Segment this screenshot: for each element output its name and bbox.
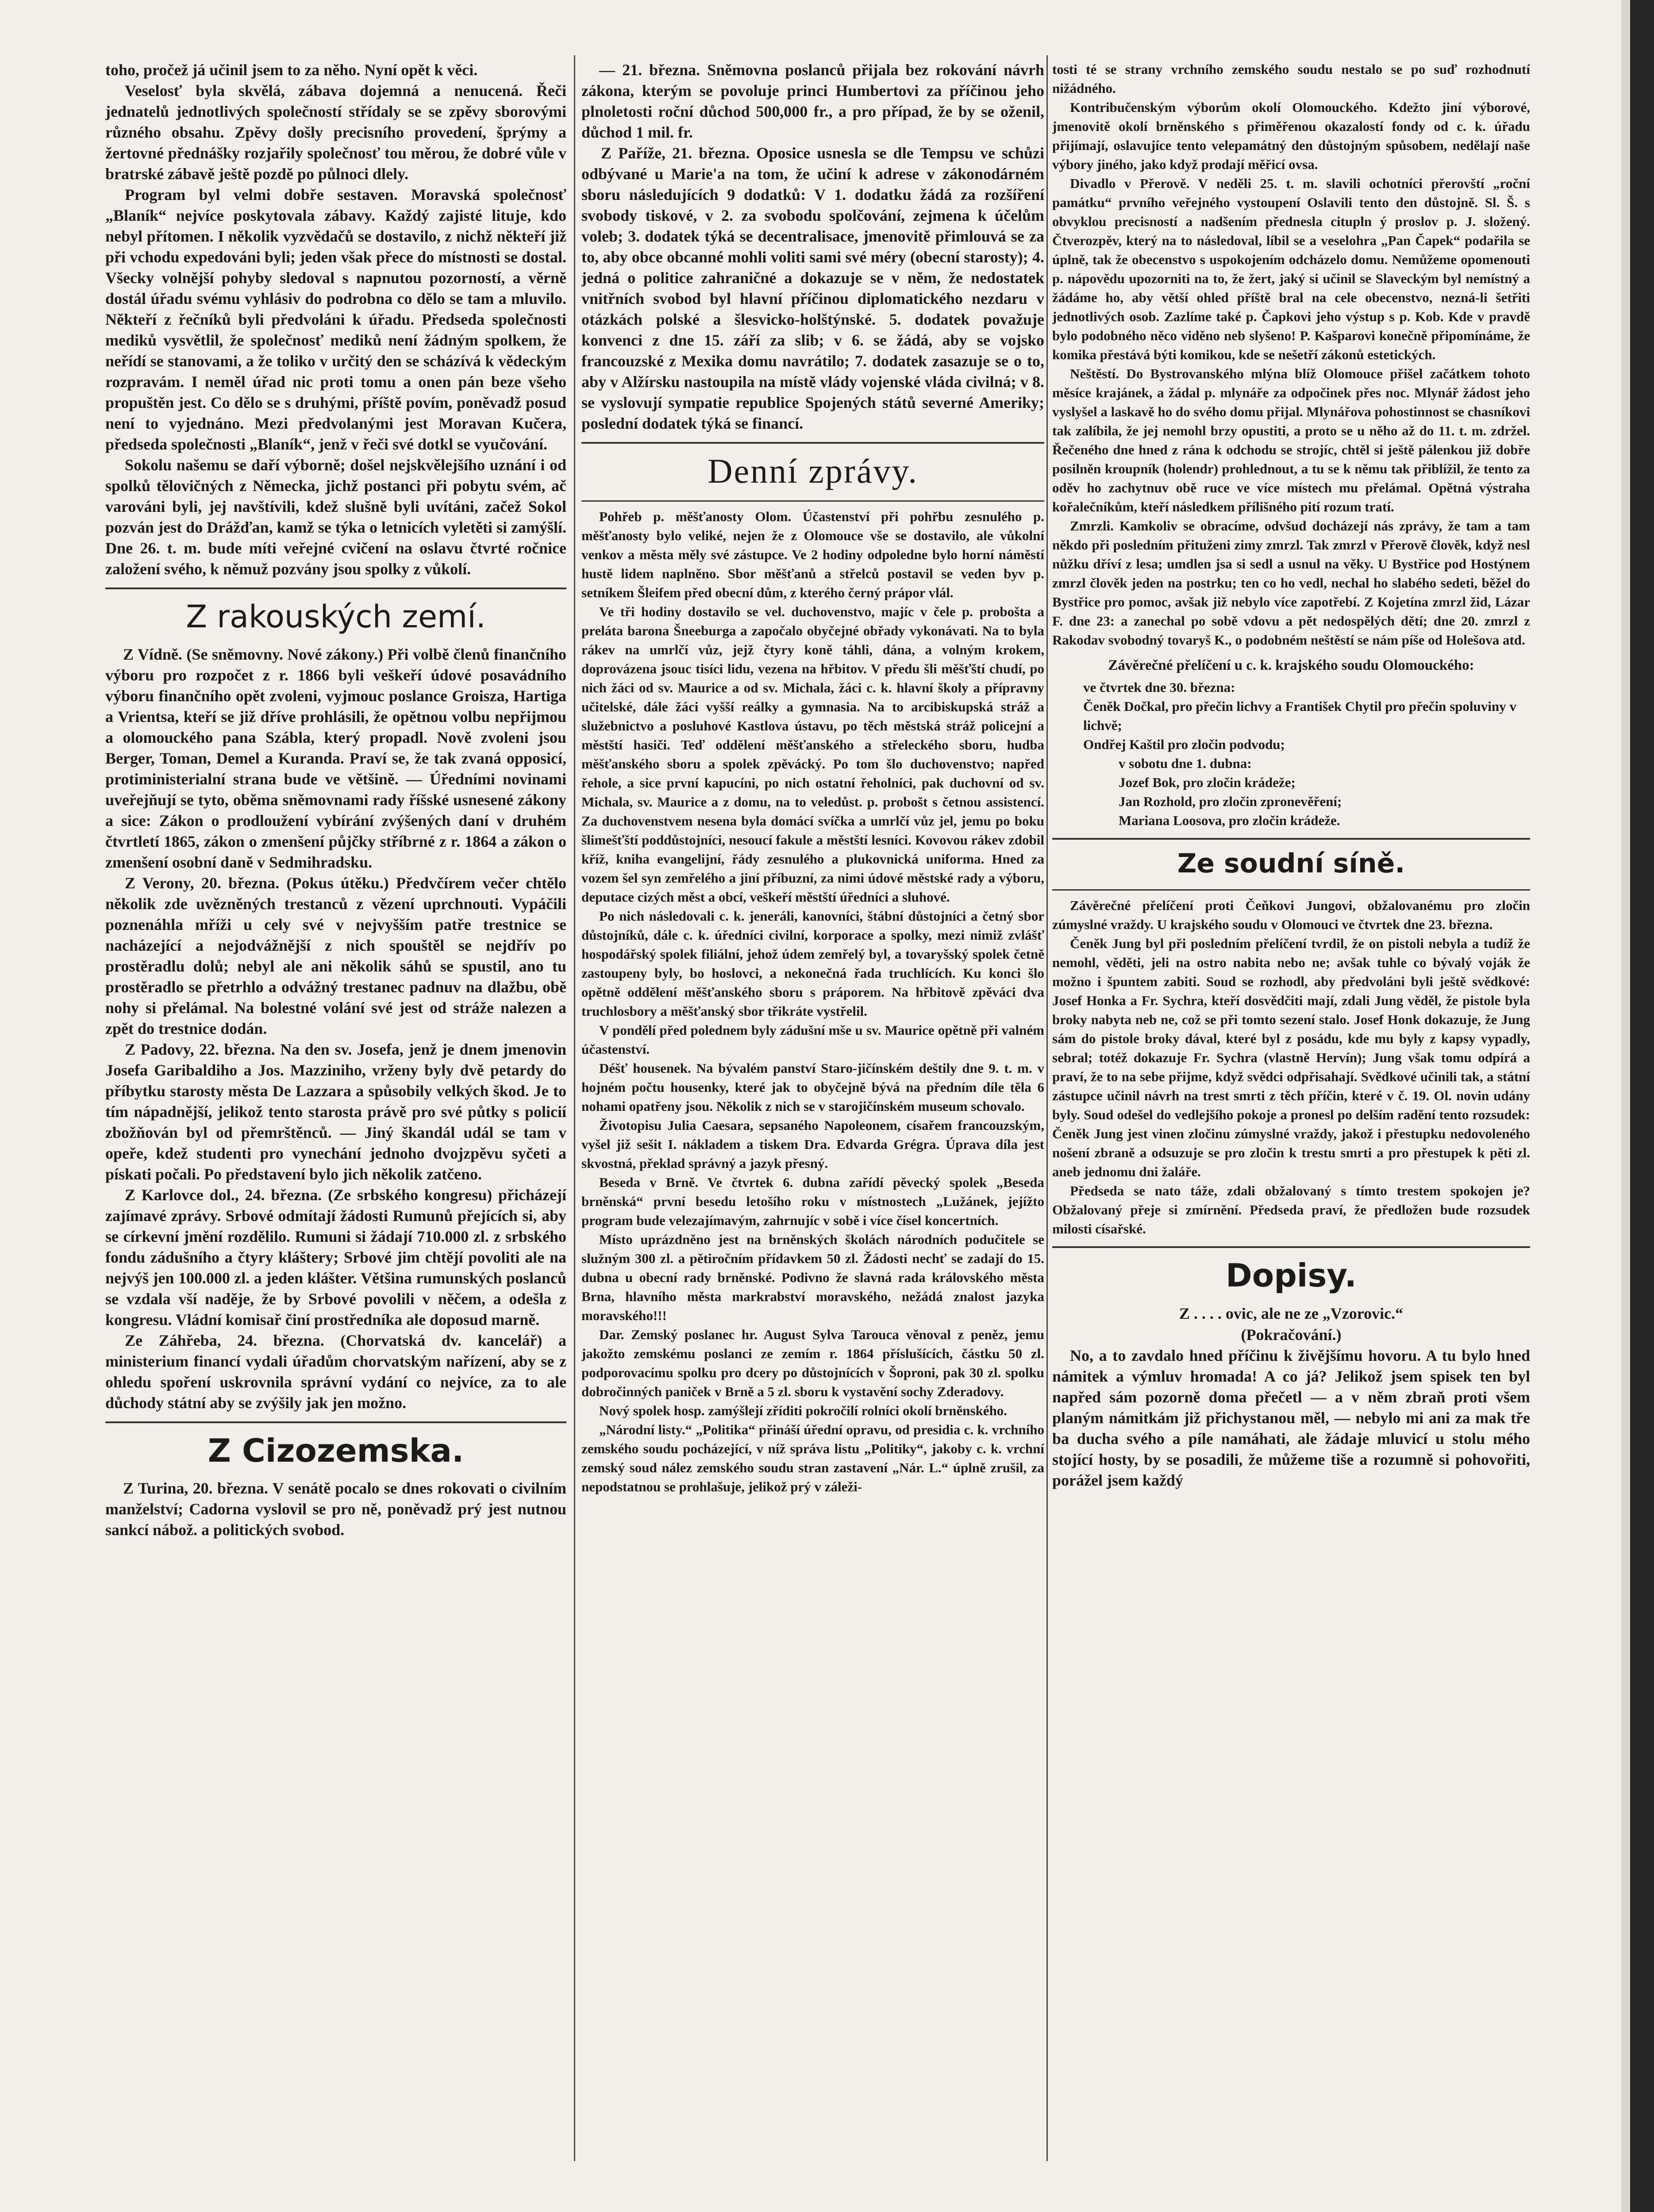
paragraph: Divadlo v Přerově. V neděli 25. t. m. slavili ochotníci přerovští „roční památku“ prvního veřejného vystoupení Oslavili tento den důstojně. Sl. Š. s obvyklou precisností a nadšením přednesla citupln ý proslov p. J. složený. Čtverozpěv, který na to následoval, líbil se a veselohra „Pan Čapek“ podařila se úplně, tak že obecenstvo s uspokojením odcházelo domu. Nemůžeme opomenouti p. nápovědu upozorniti na to, že žert, jaký si učinil se Slaveckým byl nemístný a žádáme ho, aby větší ohled příště bral na cele obecenstvo, nezná-li šetřiti jednotlivých osob. Zazlíme také p. Čapkovi jeho výstup s p. Kob. Kde v pravdě bylo podobného něco viděno neb slyšeno! P. Kašparovi konečně připomínáme, že komika přestává býti komikou, kde se nešetří zákonů estetických. <box>1052 176 1530 362</box>
section-heading-news: Denní zprávy. <box>708 452 918 490</box>
paragraph: Předseda se nato táže, zdali obžalovaný s tímto trestem spokojen je? Obžalovaný přeje si zmírnění. Předseda praví, že předložen bude rozsudek milosti císařské. <box>1052 1183 1530 1237</box>
section-rule <box>581 442 1044 444</box>
column-2 <box>581 60 1044 2157</box>
section-rule <box>105 1421 566 1423</box>
paragraph: Program byl velmi dobře sestaven. Moravská společnosť „Blaník“ nejvíce poskytovala zábavy. Každý zajisté lituje, kdo nebyl přítomen. I několik vyzvědačů se dostavilo, z nichž někteří již při vchodu expedováni byli; jeden však přece do místnosti se dostal. Všecky volnější pohyby sledoval s napnutou pozorností, a věrně dostál úřadu svému vyhlásiv do podrobna co dělo se tam a mluvilo. Někteří z řečníků byli předvoláni k úřadu. Předseda společnosti mediků vysvětlil, že společnosť mediků není žádným spolkem, že neřídí se stanovami, a že toliko v určitý den se scházívá k vědeckým rozpravám. I neměl úřad nic proti tomu a onen pán beze všeho propuštěn jest. Co dělo se s druhými, příště povím, poněvadž posud není to vyjednáno. Mezi předvolanými jest Moravan Kučera, předseda společnosti „Blaník“, jenž v řeči své dotkl se vyučování. <box>105 186 566 453</box>
section-heading-austria: Z rakouských zemí. <box>186 599 486 635</box>
trial-list-heading: Závěrečné přelíčení u c. k. krajského soudu Olomouckého: <box>1108 657 1474 673</box>
paragraph: Z Turina, 20. března. V senátě pocalo se dnes rokovati o civilním manželství; Cadorna vyslovil se pro ně, poněvadž prý jest nutnou sankcí nábož. a politických svobod. <box>105 1479 566 1539</box>
section-heading-court: Ze soudní síně. <box>1177 848 1405 879</box>
paragraph: Po nich následovali c. k. jeneráli, kanovníci, štábní důstojníci a četný sbor důstojníků, dále c. k. úředníci civilní, korporace a spolky, mezi nimiž zvlášť hospodářský spolek filiální, jehož údem zemřelý byl, a tovaryšský spolek četně zastoupeny byly, bo hoslovci, a nekonečná řada truchlících. Ku konci šlo opětně oddělení měšťanského sboru s práporem. Na hřbitově zpěváci dva truchlosbory a měšťanský sbor třikráte vystřelil. <box>581 908 1044 1019</box>
column-divider-2 <box>1046 55 1048 2161</box>
paragraph: Závěrečné přelíčení proti Čeňkovi Jungovi, obžalovanému pro zločin zúmyslné vraždy. U krajského soudu v Olomouci ve čtvrtek dne 23. března. <box>1052 898 1530 932</box>
list-item: Ondřej Kaštil pro zločin podvodu; <box>1083 737 1285 752</box>
column-divider-1 <box>574 55 575 2161</box>
section-heading-foreign: Z Cizozemska. <box>208 1432 464 1469</box>
paragraph: Z Paříže, 21. března. Oposice usnesla se dle Tempsu ve schůzi odbývané u Marie'a na tom, že učiní k adrese v zákonodárném sboru následujících 9 dodatků: V 1. dodatku žádá za rozšíření svobody tiskové, v 2. za svobodu spolčování, zejmena k účelům voleb; 3. dodatek týká se decentralisace, jmenovitě přimlouvá se za to, aby obce obcanné mohli voliti sami své méry (obecní starosty); 4. jedná o politice zahraničné a dokazuje se v něm, že nedostatek vnitřních svobod byl hlavní příčinou diplomatického nezdaru v otázkách polské a šlesvicko-holštýnské. 5. dodatek považuje konvenci z dne 15. září za slib; v 6. se žádá, aby se vojsko francouzské z Mexika domu navrátilo; 7. dodatek zasazuje se o to, aby v Alžírsku nastoupila na místě vlády vojenské vláda civilná; v 8. se vyslovují sympatie republice Spojených států severné Ameriky; poslední dodatek týká se financí. <box>581 144 1044 432</box>
scan-border <box>1630 0 1654 2212</box>
section-rule <box>1052 889 1530 891</box>
paragraph: V pondělí před polednem byly zádušní mše u sv. Maurice opětně při valném účastenství. <box>581 1022 1044 1057</box>
paragraph: Pohřeb p. měšťanosty Olom. Účastenství při pohřbu zesnulého p. měšťanosty bylo veliké, nejen že z Olomouce vše se dostavilo, ale vůkolní venkov a města měly své zástupce. Ve 2 hodiny odpoledne bylo horní náměstí hustě lidem naplněno. Sbor měšťanů a střelců postavil se veden byv p. setníkem Šleifem před obecní dům, z kterého černý prápor vlál. <box>581 509 1044 600</box>
paragraph: „Národní listy.“ „Politika“ přináší úřední opravu, od presidia c. k. vrchního zemského soudu pocházející, v níž správa listu „Politiky“, jakoby c. k. vrchní zemský soud nález zemského soudu stran zastavení „Nár. L.“ úplně zrušil, za nepodstatnou se prohlašuje, jelikož prý v záleži- <box>581 1422 1044 1494</box>
letter-subtitle: (Pokračování.) <box>1241 1326 1342 1344</box>
paragraph: No, a to zavdalo hned příčinu k živějšímu hovoru. A tu bylo hned námitek a výmluv hromada! A co já? Jelikož jsem spisek ten byl napřed sám pozorně doma přečetl — a v něm zbraň proti všem planým námitkám již přichystanou měl, — nebylo mi ani za mak tře ba ducha svého a píle namáhati, ale žádaje mluvicí u stolu mého stojící hosty, by se posadili, že můžeme tiše a rozumně si pohovořiti, porážel jsem každý <box>1052 1347 1530 1489</box>
paragraph: Ve tři hodiny dostavilo se vel. duchovenstvo, majíc v čele p. probošta a preláta barona Šneeburga a započalo obyčejné obřady vykonávati. Na to byla rákev na umrlčí vůz, jejž čtyry koně táhli, dána, a volným krokem, doprovázena jsouc tisíci lidu, vezena na hřbitov. V předu šli měšťští chudí, po nich žáci od sv. Maurice a od sv. Michala, žáci c. k. hlavní školy a přípravny učitelské, dále žáci vyšší reálky a gymnasia. Na to arcibiskupská stráž a služebnictvo a posluhové Kastlova ústavu, po těch městská stráž policejní a městští hasiči. Teď oddělení měšťanského a střeleckého sboru, hudba měšťanského sboru a spolek zpěvácký. Po tom šlo duchovenstvo; napřed řehole, a sice první kapucíni, po nich ostatní řeholníci, pak duchovní od sv. Michala, sv. Maurice a z domu, na to veledůst. p. probošt s četnou assistencí. Za duchovenstvem nesena byla domácí svíčka a umrlčí vůz jel, jemu po boku šlimešťští poddůstojníci, nesoucí fakule a městští lesníci. Kovovou rákev zdobil kříž, kniha evangelijní, řády zesnulého a plukovnická uniforma. Hned za vozem šel syn zemřelého a jiní příbuzní, za nimi údové městské rady a výboru, deputace cizých měst a obcí, veškeří městští úředníci a sluhové. <box>581 604 1044 905</box>
paragraph: — 21. března. Sněmovna poslanců přijala bez rokování návrh zákona, kterým se povoluje princi Humbertovi za příčinou jeho plnoletosti roční důchod 500,000 fr., a pro případ, že by se oženil, důchod 1 mil. fr. <box>581 61 1044 141</box>
paragraph: tosti té se strany vrchního zemského soudu nestalo se po suď rozhodnutí nižádného. <box>1052 61 1530 96</box>
letter-title: Z . . . . ovic, ale ne ze „Vzorovic.“ <box>1179 1305 1404 1322</box>
list-item: Jan Rozhold, pro zločin zpronevěření; <box>1119 794 1342 809</box>
paragraph: Kontribučenským výborům okolí Olomouckého. Kdežto jiní výborové, jmenovitě okolí brněnského s přiměřenou okazalostí fondy od c. k. úřadu přijímají, oslavujíce tento velepamátný den důstojným spůsobem, nedělají naše výbory jiného, jako když prodají měřicí ovsa. <box>1052 100 1530 172</box>
section-heading-letters: Dopisy. <box>1226 1257 1357 1294</box>
paragraph: Sokolu našemu se daří výborně; došel nejskvělejšího uznání i od spolků tělovičných z Německa, jichž postanci při pobytu svém, ač varováni byli, jej navštívili, kdež slušně byli uvítáni, začež Sokol pozván jest do Drážďan, kamž se týka o letnicích vyletěti si zamýšlí. Dne 26. t. m. bude míti veřejné cvičení na oslavu čtvrté ročnice založení svého, k němuž pozvány jsou spolky z vůkolí. <box>105 456 566 578</box>
paragraph: toho, pročež já učinil jsem to za něho. Nyní opět k věci. <box>105 61 478 79</box>
paragraph: Z Verony, 20. března. (Pokus útěku.) Předvčírem večer chtělo několik zde uvězněných trestanců z vězení uprchnouti. Vypáčili poznenáhla mříži u cely své v nejvyšším patře trestnice se nacházející a nejodvážnější z nich spouštěl se nejdřív po prostěradlu dolů; nebyl ale ani několik sáhů se spustil, ano tu prostěradlo se přetrhlo a odvážný trestanec padnuv na dlažbu, obě nohy si přelámal. Na bolestné volání své jest od stráže nalezen a zpět do trestnice dodán. <box>105 874 566 1037</box>
section-rule <box>581 500 1044 502</box>
paragraph: Beseda v Brně. Ve čtvrtek 6. dubna zařídí pěvecký spolek „Beseda brněnská“ první besedu letošího roku v místnostech „Lužánek, jejížto program bude velezajímavým, zahrnujíc v sobě i více čísel koncertních. <box>581 1175 1044 1228</box>
paragraph: Veselosť byla skvělá, zábava dojemná a nenucená. Řeči jednatelů jednotlivých společností střídaly se se zpěvy sborovými různého obsahu. Zpěvy došly precisního provedení, šprýmy a žertovné přednášky rozjařily společnosť tou měrou, že dobré vůle v bratrské zábavě ještě pozdě po půlnoci dlely. <box>105 82 566 183</box>
list-item: Jozef Bok, pro zločin krádeže; <box>1119 775 1296 790</box>
list-item: Mariana Loosova, pro zločin krádeže. <box>1119 813 1340 828</box>
column-3 <box>1052 60 1530 2157</box>
paragraph: Místo uprázdněno jest na brněnských školách národních podučitele se služným 300 zl. a pětiročním přídavkem 50 zl. Žádosti nechť se zadají do 15. dubna u obecní rady brněnské. Podivno že slavná rada královského města Brna, hlavního města markrabství moravského, nežádá znalost jazyka moravského!!! <box>581 1232 1044 1323</box>
paragraph: Z Karlovce dol., 24. března. (Ze srbského kongresu) přicházejí zajímavé zprávy. Srbové odmítají žádosti Rumunů přejících si, aby se církevní jmění rozdělilo. Rumuni si žádají 710.000 zl. z srbského fondu zádušního a čtyry kláštery; Srbové jim chtějí povoliti ale na nejvýš jen 100.000 zl. a jeden klášter. Většina rumunských poslanců se vzdala vší naděje, že by Srbové povolili v něčem, a odešla z kongresu. Vládní komisař činí prostředníka ale doposud marně. <box>105 1186 566 1329</box>
paragraph: Z Vídně. (Se sněmovny. Nové zákony.) Při volbě členů finančního výboru pro rozpočet z r. 1866 byli veškeří údové posavádního výboru finančního opět zvoleni, vyjmouc poslance Groisza, Hartiga a Vrientsa, kteří se již dříve prohlásili, že opětnou volbu nepřijmou a olomouckého pana Szábla, který propadl. Nově zvoleni jsou Berger, Toman, Demel a Kuranda. Praví se, že tak zvaná opposicí, protiministerialní strana bude ve většině. — Úředními novinami uveřejňují se tyto, oběma sněmovnami rady říšské usnesené zákony a sice: Zákon o prodloužení vybírání zvýšených daní v druhém čtvrtletí 1865, zákon o zmenšení půjčky stříbrné z r. 1864 a zákon o zmenšení osobní daně v Sedmihradsku. <box>105 645 566 871</box>
trial-list <box>1052 678 1530 830</box>
list-item: ve čtvrtek dne 30. března: <box>1083 680 1235 695</box>
paragraph: Zmrzli. Kamkoliv se obracíme, odvšud docházejí nás zprávy, že tam a tam někdo při posledním přituženi zimy zmrzl. Tak zmrzl v Přerově člověk, když nesl nůžku dříví z lesa; umdlen jsa si sedl a usnul na věky. U Bystřice pod Hostýnem zmrzl člověk jeden na postrku; ten co ho vedl, nechal ho slabého sedeti, běžel do Bystřice pro pomoc, avšak již nebylo více zapotřebí. Z Kojetína zmrzl žid, Lázar F. dne 23: a zanechal po sobě vdovu a pět nedospělých dětí; dne 20. zmrzl z Rakodav svobodný tovaryš K., o podobném neštěstí se nám píše od Holešova atd. <box>1052 518 1530 648</box>
list-item: Čeněk Dočkal, pro přečin lichvy a František Chytil pro přečin spoluviny v lichvě; <box>1083 699 1516 733</box>
paragraph: Dar. Zemský poslanec hr. August Sylva Tarouca věnoval z peněz, jemu jakožto zemskému poslanci ze zemím r. 1864 příslušících, částku 50 zl. podporovacímu spolku pro dcery po důstojnících v Šoproni, pak 30 zl. spolku dobročinných paniček v Brně a 5 zl. sboru k vystavění sochy Zderadovy. <box>581 1327 1044 1399</box>
paragraph: Životopisu Julia Caesara, sepsaného Napoleonem, císařem francouzským, vyšel již sešit I. nákladem a tiskem Dra. Edvarda Grégra. Úprava díla jest skvostná, překlad správný a jazyk přesný. <box>581 1118 1044 1171</box>
section-rule <box>1052 838 1530 840</box>
paragraph: Ze Záhřeba, 24. března. (Chorvatská dv. kancelář) a ministerium financí vydali úřadům chorvatským nařízení, aby se z ohledu spoření uskrovnila správní vydání co nejvíce, za to ale důchody státní aby se zvýšily jak jen možno. <box>105 1332 566 1412</box>
list-item: v sobotu dne 1. dubna: <box>1119 756 1252 771</box>
column-1 <box>105 60 566 2157</box>
section-rule <box>105 588 566 589</box>
paragraph: Neštěstí. Do Bystrovanského mlýna blíž Olomouce přišel začátkem tohoto měsíce krajánek, a žádal p. mlynáře za odpočinek přes noc. Mlynář žádost jeho vyslyšel a laskavě ho do svého domu přijal. Mlynářova pohostinnost se chasníkovi tak zalíbila, že jej nemohl brzy opustiti, a proto se u něho až do 11. t. m. zdržel. Řečeného dne hned z rána k odchodu se strojíc, chtěl si ještě pálenkou již dobře posilněn kroupník (holendr) prohlednout, a tu se k němu tak přiblížil, že tento za oděv ho zachytnuv obě ruce ve více místech mu přelámal. Opětná výstraha kořalečníkům, kteří následkem přílišného pití rozum tratí. <box>1052 366 1530 515</box>
paragraph: Déšť housenek. Na bývalém panství Staro-jičínském deštily dne 9. t. m. v hojném počtu housenky, které jak to obyčejně bývá na předním díle těla 6 nohami opatřeny jsou. Několik z nich se v starojičínském museum schovalo. <box>581 1060 1044 1114</box>
section-rule <box>1052 1246 1530 1248</box>
page-edge-shadow <box>1621 0 1630 2212</box>
paragraph: Čeněk Jung byl při posledním přelíčení tvrdil, že on pistoli nebyla a tudíž že nemohl, věděti, jeli na ostro nabita nebo ne; avšak tuhle co bývalý voják že možno i špuntem zabiti. Soud se rozhodl, aby předvoláni byli ještě svědkové: Josef Honka a Fr. Sychra, kteří dosvědčiti mají, zdali Jung věděl, že pistole byla broky nabyta neb ne, což se při tomto sezení stalo. Josef Honk dokazuje, že Jung sám do pistole broky dával, které byl z posádu, kde mu byly z kapsy vypadly, sebral; totéž dokazuje Fr. Sychra (vlastně Hervín); Jung však tomu odpírá a praví, že to na sebe přijme, když svědci odpřisahají. Svědkové učinili tak, a státní zástupce učinil návrh na trest smrti z těch příčin, které v č. 19. Ol. novin udány byly. Soud odešel do vedlejšího pokoje a pronesl po delším radění tento rozsudek: Čeněk Jung jest vinen zločinu zúmyslné vraždy, jakož i přestupku nedovoleného nošení zbraně a odsuzuje se pro zločin k trestu smrti a pro přestupek k pěti zl. aneb jednomu dni žaláře. <box>1052 936 1530 1179</box>
paragraph: Nový spolek hosp. zamýšlejí zříditi pokročilí rolníci okolí brněnského. <box>599 1403 1008 1418</box>
paragraph: Z Padovy, 22. března. Na den sv. Josefa, jenž je dnem jmenovin Josefa Garibaldiho a Jos. Mazziniho, vrženy byly dvě petardy do příbytku starosty města De Lazzara a spůsobily velkých škod. Je to tím nápadnější, jelikož tento starosta právě pro své půtky s policií zbožňován byl od přemrštěnců. — Jiný škandál udál se tam v opeře, kdež studenti pro vynechání jednoho dvojzpěvu syčeti a pískati počali. Po představení bylo jich několik zatčeno. <box>105 1041 566 1183</box>
